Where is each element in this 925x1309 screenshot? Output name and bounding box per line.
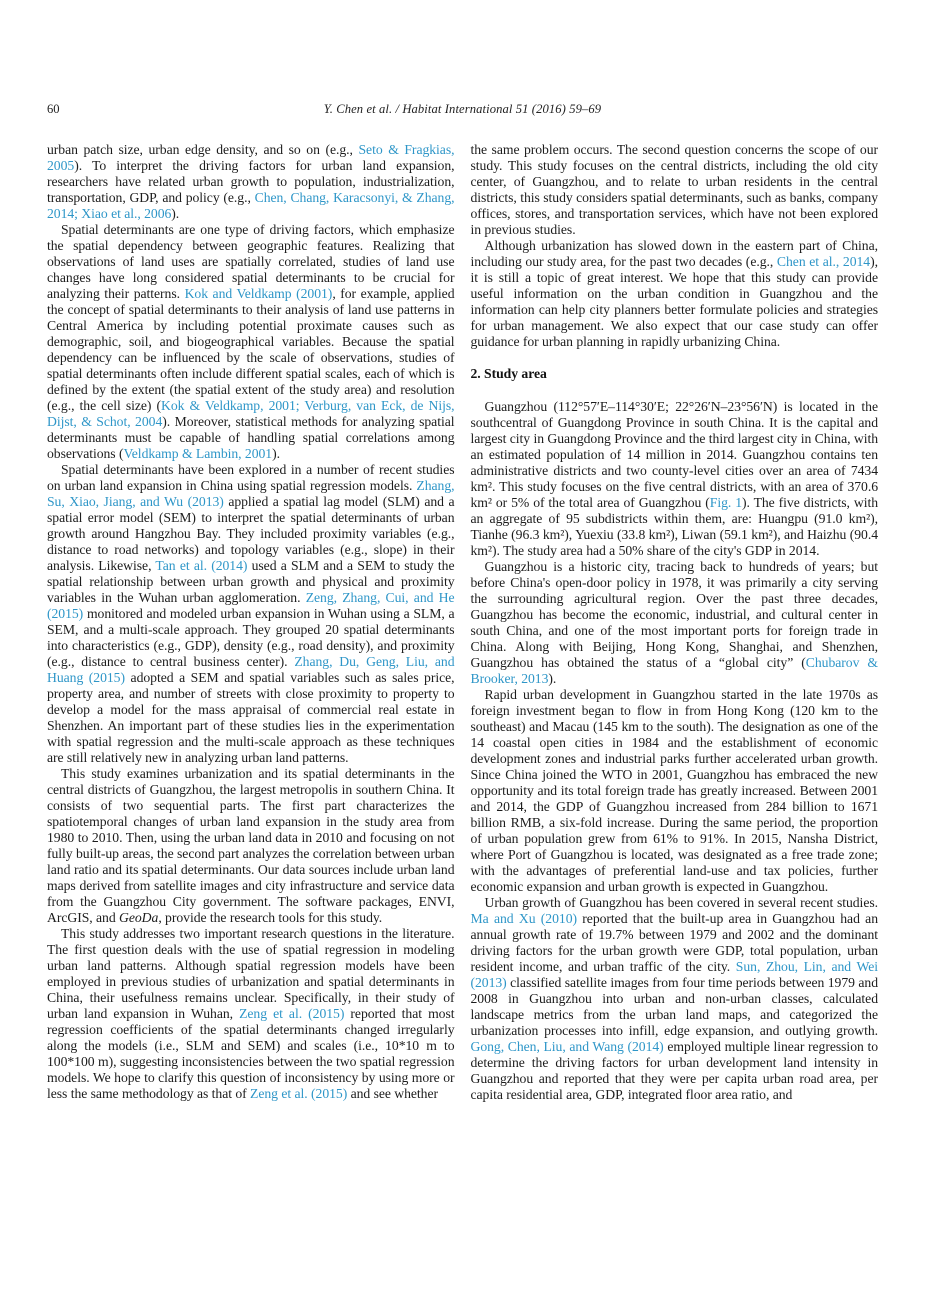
- text-run: Rapid urban development in Guangzhou started in the late 1970s as foreign investment began to flow in from Hong Kong (120 km to the southeast) and Macau (145 km to the south). The designation as one of the 14 coastal open cities in 1984 and the establishment of economic development zones and industrial parks further accelerated urban growth. Since China joined the WTO in 2001, Guangzhou has embraced the new opportunity and its total foreign trade has greatly increased. Between 2001 and 2014, the GDP of Guangzhou increased from 284 billion to 1671 billion RMB, a six-fold increase. During the same period, the proportion of urban population grew from 61% to 91%. In 2015, Nansha District, where Port of Guangzhou is located, was designated as a free trade zone; with the advantages of preferential land-use and tax policies, further economic expansion and urban growth is expected in Guangzhou.: [470, 687, 878, 894]
- paragraph: [471, 142, 879, 238]
- text-run: urban patch size, urban edge density, and so on (e.g.,: [47, 142, 359, 157]
- text-run: adopted a SEM and spatial variables such as sales price, property area, and number of streets with close proximity to property to develop a model for the mass appraisal of commercial real estate in Shenzhen. An important part of these studies lies in the experimentation with spatial regression and the multi-scale approach as these techniques are still relatively new in analyzing urban land patterns.: [47, 670, 455, 765]
- paragraph: [47, 142, 455, 222]
- text-run: This study addresses two important research questions in the literature. The first question deals with the use of spatial regression in modeling urban land patterns. Although spatial regression models have been employed in previous studies of urbanization and spatial determinants in China, their usefulness remains unclear. Specifically, in their study of urban land expansion in Wuhan,: [47, 926, 455, 1021]
- text-run: ), it is still a topic of great interest. We hope that this study can provide useful information on the urban condition in Guangzhou and the information can help city planners better formulate policies and strategies for urban management. We also expect that our case study can offer guidance for urban planning in rapidly urbanizing China.: [470, 254, 878, 349]
- text-run: Spatial determinants have been explored in a number of recent studies on urban land expansion in China using spatial regression models.: [47, 462, 455, 493]
- text-run: ).: [548, 671, 557, 686]
- text-run: the same problem occurs. The second question concerns the scope of our study. This study focuses on the central districts, including the old city center, of Guangzhou, and to relate to urban residents in the central districts, this study considers spatial determinants, such as banks, company offices, stores, and transportation services, which have not been explored in previous studies.: [470, 142, 878, 237]
- text-run: reported that the built-up area in Guangzhou had an annual growth rate of 19.7% between 1979 and 2002 and the dominant driving factors for the urban growth were GDP, total population, urban resident income, and urban traffic of the city.: [470, 911, 878, 974]
- citation-link[interactable]: Sun, Zhou, Lin, and Wei (2013): [470, 959, 879, 990]
- text-run: ).: [171, 206, 180, 221]
- citation-link[interactable]: Zhang, Du, Geng, Liu, and Huang (2015): [47, 654, 455, 685]
- text-run: Guangzhou is a historic city, tracing back to hundreds of years; but before China's open-door policy in 1978, it was primarily a city serving the surrounding agricultural region. Over the past three decades, Guangzhou has become the economic, industrial, and cultural center in south China, and one of the most important ports for foreign trade in China. Along with Beijing, Hong Kong, Shanghai, and Shenzhen, Guangzhou has obtained the status of a “global city” (: [470, 559, 878, 670]
- journal-page: [47, 0, 878, 1103]
- text-run: and see whether: [347, 1086, 439, 1101]
- text-run: Urban growth of Guangzhou has been covered in several recent studies.: [484, 895, 878, 910]
- paragraph: [47, 222, 455, 462]
- citation-link[interactable]: Fig. 1: [709, 495, 743, 510]
- text-run: This study examines urbanization and its spatial determinants in the central districts of Guangzhou, the largest metropolis in southern China. It consists of two sequential parts. The first part characterizes the spatiotemporal changes of urban land expansion in the study area from 1980 to 2010. Then, using the urban land data in 2010 and focusing on not fully built-up areas, the second part analyzes the correlation between urban land ratio and its spatial determinants. Our data sources include urban land maps derived from satellite images and city infrastructure and service data from the Guangzhou City government. The software packages, ENVI, ArcGIS, and: [47, 766, 455, 925]
- text-run: ). The five districts, with an aggregate of 95 subdistricts within them, are: Huangpu (91.0 km²), Tianhe (96.3 km²), Yuexiu (33.8 km²), Liwan (59.1 km²), and Haizhu (90.4 km²). The study area had a 50% share of the city's GDP in 2014.: [470, 495, 878, 558]
- text-run: , for example, applied the concept of spatial determinants to their analysis of land use patterns in Central America by including potential proximate causes such as demographic, soil, and biogeographical variables. Because the spatial dependency can be influenced by the scale of observations, studies of spatial determinants often include different spatial scales, each of which is defined by the extent (the spatial extent of the study area) and resolution (e.g., the cell size) (: [47, 286, 455, 413]
- citation-link[interactable]: Zeng et al. (2015): [239, 1006, 345, 1021]
- citation-link[interactable]: Chen et al., 2014: [776, 254, 871, 269]
- citation-link[interactable]: Kok & Veldkamp, 2001; Verburg, van Eck, de Nijs, Dijst, & Schot, 2004: [47, 398, 455, 429]
- citation-link[interactable]: Gong, Chen, Liu, and Wang (2014): [470, 1039, 664, 1054]
- paragraph: [47, 462, 455, 766]
- text-run: Although urbanization has slowed down in the eastern part of China, including our study area, for the past two decades (e.g.,: [470, 238, 878, 269]
- citation-link[interactable]: Kok and Veldkamp (2001): [184, 286, 333, 301]
- text-run: classified satellite images from four time periods between 1979 and 2008 in Guangzhou into urban and non-urban classes, calculated landscape metrics from the urban land maps, and categorized the urbanization processes into infill, edge expansion, and outlying growth.: [470, 975, 878, 1038]
- paragraph: [471, 687, 879, 895]
- text-run: employed multiple linear regression to determine the driving factors for urban development land intensity in Guangzhou and reported that they were per capita urban road area, per capita residential area, GDP, integrated floor area ratio, and: [470, 1039, 878, 1102]
- paragraph: [471, 399, 879, 559]
- citation-link[interactable]: Zeng, Zhang, Cui, and He (2015): [47, 590, 455, 621]
- paragraph: [471, 238, 879, 350]
- text-run: monitored and modeled urban expansion in Wuhan using a SLM, a SEM, and a multi-scale approach. They grouped 20 spatial determinants into characteristics (e.g., GDP), density (e.g., road density), and proximity (e.g., distance to central business center).: [47, 606, 455, 669]
- left-column: [47, 142, 455, 1103]
- text-run: ).: [272, 446, 280, 461]
- two-column-body: [47, 142, 878, 1103]
- citation-link[interactable]: Chen, Chang, Karacsonyi, & Zhang, 2014; Xiao et al., 2006: [47, 190, 455, 221]
- text-run: ). Moreover, statistical methods for analyzing spatial determinants must be capable of handling spatial correlations among observations (: [47, 414, 455, 461]
- citation-link[interactable]: Chubarov & Brooker, 2013: [470, 655, 878, 686]
- paragraph: [47, 766, 455, 926]
- citation-link[interactable]: Zhang, Su, Xiao, Jiang, and Wu (2013): [47, 478, 455, 509]
- running-head: Y. Chen et al. / Habitat International 51 (2016) 59–69: [323, 102, 602, 116]
- text-run: ). To interpret the driving factors for urban land expansion, researchers have related urban growth to population, industrialization, transportation, GDP, and policy (e.g.,: [47, 158, 455, 205]
- page-header: [47, 101, 878, 118]
- section-heading: 2. Study area: [470, 366, 547, 381]
- text-run: Guangzhou (112°57′E–114°30′E; 22°26′N–23°56′N) is located in the southcentral of Guangdong Province in south China. It is the capital and largest city in Guangdong Province and the third largest city in China, with an estimated population of 14 million in 2014. Guangzhou contains ten administrative districts and two county-level cities over an area of 7434 km². This study focuses on the five central districts, with an area of 370.6 km² or 5% of the total area of Guangzhou (: [470, 399, 878, 510]
- text-run: applied a spatial lag model (SLM) and a spatial error model (SEM) to interpret the spatial determinants of urban growth around Hangzhou Bay. They included proximity variables (e.g., distance to road networks) and topology variables (e.g., slope) in their analysis. Likewise,: [47, 494, 455, 573]
- right-column: [471, 142, 879, 1103]
- text-run: , provide the research tools for this study.: [158, 910, 383, 925]
- citation-link[interactable]: Zeng et al. (2015): [250, 1086, 348, 1101]
- citation-link[interactable]: Tan et al. (2014): [155, 558, 248, 573]
- page-number: 60: [47, 102, 60, 116]
- paragraph: [471, 559, 879, 687]
- paragraph: [47, 926, 455, 1102]
- citation-link[interactable]: Veldkamp & Lambin, 2001: [123, 446, 273, 461]
- text-run: reported that most regression coefficients of the spatial determinants changed irregularly along the models (i.e., SLM and SEM) and scales (i.e., 10*10 m to 100*100 m), suggesting inconsistencies between the two spatial regression models. We hope to clarify this question of inconsistency by using more or less the same methodology as that of: [47, 1006, 455, 1101]
- italic-text: GeoDa: [119, 910, 159, 925]
- text-run: used a SLM and a SEM to study the spatial relationship between urban growth and physical and proximity variables in the Wuhan urban agglomeration.: [47, 558, 455, 605]
- text-run: Spatial determinants are one type of driving factors, which emphasize the spatial dependency between geographic features. Realizing that observations of land uses are spatially correlated, studies of land use changes have long considered spatial determinants to be crucial for analyzing their patterns.: [47, 222, 455, 301]
- paragraph: [471, 895, 879, 1103]
- citation-link[interactable]: Ma and Xu (2010): [470, 911, 577, 926]
- citation-link[interactable]: Seto & Fragkias, 2005: [47, 142, 455, 173]
